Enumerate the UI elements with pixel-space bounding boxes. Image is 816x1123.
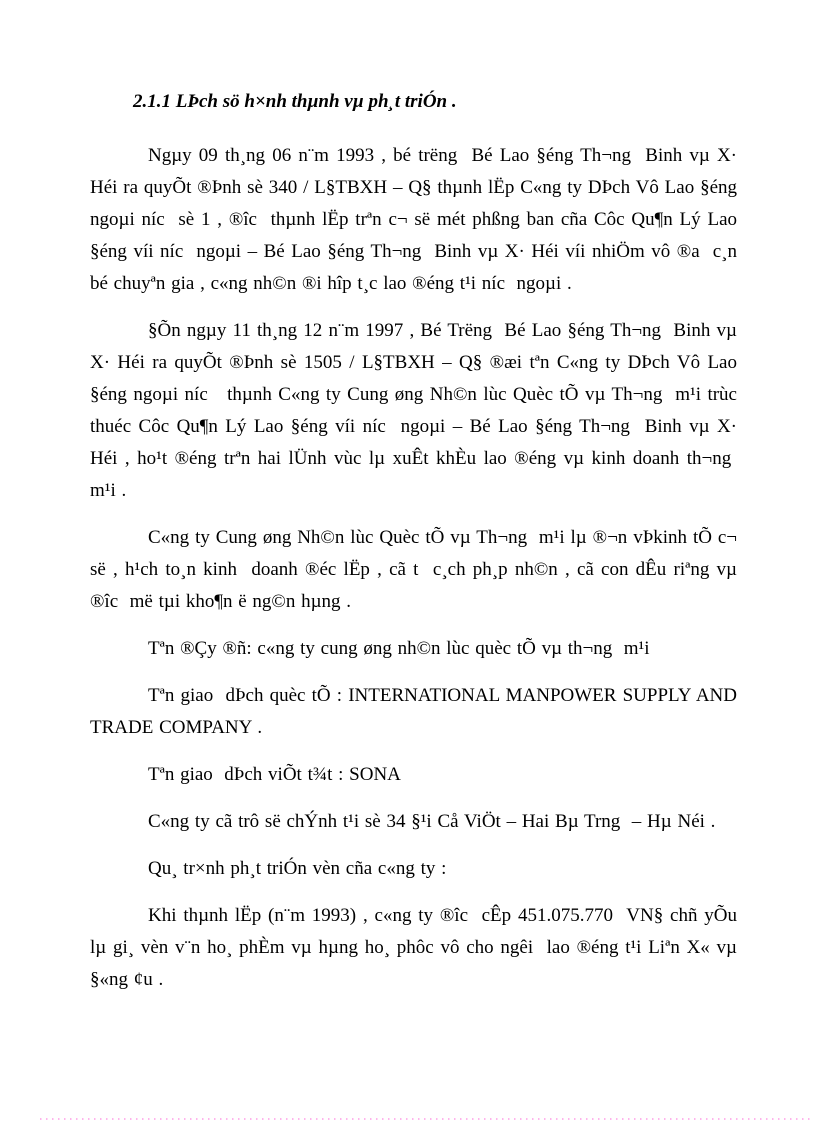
body-paragraph: Ngµy 09 th¸ng 06 n¨m 1993 , bé trëng Bé Lao §éng Th¬ng Binh vµ X· Héi ra quyÕt ®Þnh sè 340 / L§TBXH – Q§ thµnh lËp C«ng ty DÞch Vô Lao §éng ngoµi níc sè 1 , ®îc thµnh lËp trªn c¬ së mét phßng ban cña Côc Qu¶n Lý Lao §éng víi níc ngoµi – Bé Lao §éng Th¬ng Binh vµ X· Héi víi nhiÖm vô ®a c¸n bé chuyªn gia , c«ng nh©n ®i hîp t¸c lao ®éng t¹i níc ngoµi . xyxy=(90,145,737,294)
body-paragraph: Tªn giao dÞch viÕt t¾t : SONA xyxy=(148,764,401,785)
paragraph-container xyxy=(90,140,737,996)
document-body xyxy=(90,86,737,1011)
page-boundary-dotted-line xyxy=(40,1118,810,1120)
body-paragraph: Qu¸ tr×nh ph¸t triÓn vèn cña c«ng ty : xyxy=(148,858,447,879)
section-heading: 2.1.1 LÞch sö h×nh thµnh vµ ph¸t triÓn . xyxy=(133,91,457,112)
body-paragraph: Tªn giao dÞch quèc tÕ : INTERNATIONAL MANPOWER SUPPLY AND TRADE COMPANY . xyxy=(90,685,737,738)
body-paragraph: §Õn ngµy 11 th¸ng 12 n¨m 1997 , Bé Trëng Bé Lao §éng Th¬ng Binh vµ X· Héi ra quyÕt ®Þnh sè 1505 / L§TBXH – Q§ ®æi tªn C«ng ty DÞch Vô Lao §éng ngoµi níc thµnh C«ng ty Cung øng Nh©n lùc Quèc tÕ vµ Th¬ng m¹i trùc thuéc Côc Qu¶n Lý Lao §éng víi níc ngoµi – Bé Lao §éng Th¬ng Binh vµ X· Héi , ho¹t ®éng trªn hai lÜnh vùc lµ xuÊt khÈu lao ®éng vµ kinh doanh th¬ng m¹i . xyxy=(90,320,737,501)
body-paragraph: Tªn ®Çy ®ñ: c«ng ty cung øng nh©n lùc quèc tÕ vµ th¬ng m¹i xyxy=(148,638,650,659)
body-paragraph: Khi thµnh lËp (n¨m 1993) , c«ng ty ®îc cÊp 451.075.770 VN§ chñ yÕu lµ gi¸ vèn v¨n ho¸ phÈm vµ hµng ho¸ phôc vô cho ngêi lao ®éng t¹i Liªn X« vµ §«ng ¢u . xyxy=(90,905,737,990)
body-paragraph: C«ng ty Cung øng Nh©n lùc Quèc tÕ vµ Th¬ng m¹i lµ ®¬n vÞkinh tÕ c¬ së , h¹ch to¸n kinh doanh ®éc lËp , cã t c¸ch ph¸p nh©n , cã con dÊu riªng vµ ®îc më tµi kho¶n ë ng©n hµng . xyxy=(90,527,737,612)
body-paragraph: C«ng ty cã trô së chÝnh t¹i sè 34 §¹i Cå ViÖt – Hai Bµ Trng – Hµ Néi . xyxy=(148,811,716,832)
